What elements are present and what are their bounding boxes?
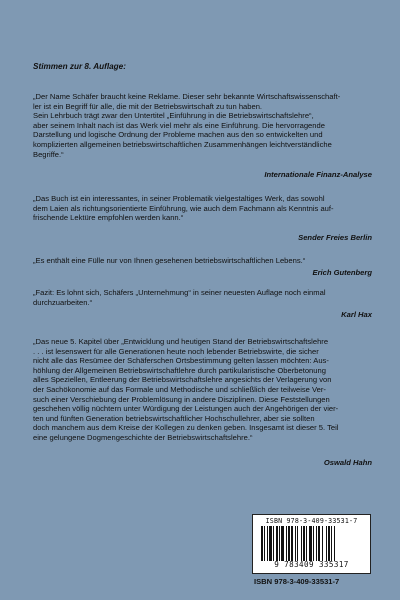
review-source-3: Erich Gutenberg [312, 268, 372, 277]
isbn-label: ISBN 978-3-409-33531-7 [254, 577, 340, 586]
review-source-4: Karl Hax [341, 310, 372, 319]
review-text-4: „Fazit: Es lohnt sich, Schäfers „Unternehmung“ in seiner neuesten Auflage noch einmal durchzuarbeiten.“ [33, 288, 326, 307]
review-text-3: „Es enthält eine Fülle nur von Ihnen gesehenen betriebswirtschaftlichen Lebens.“ [33, 256, 306, 265]
review-source-2: Sender Freies Berlin [298, 233, 372, 242]
review-text-1: „Der Name Schäfer braucht keine Reklame. Dieser sehr bekannte Wirtschaftswissenschaft- ler ist ein Begriff für alle, die mit der Betriebswirtschaft zu tun haben. Sein Lehrbuch trägt zwar den Untertitel „Einführung in die Betriebswirtschaftslehre“, aber seinem Inhalt nach ist das Werk viel mehr als eine Einführung. Die hervorragende Darstellung und logische Ordnung der Probleme machen aus den so entwickelten und komplizierten allgemeinen betriebswirtschaftlichen Zusammenhängen leichtverständliche Begriffe.“ [33, 92, 341, 159]
review-text-5: „Das neue 5. Kapitel über „Entwicklung und heutigen Stand der Betriebswirtschaftslehre . . . ist lesenswert für alle Generationen heute noch lebender Betriebswirte, die sicher nicht alle das Resümee der Schäferschen Ortsbestimmung gelten lassen möchten: Aus- höhlung der Allgemeinen Betriebswirtschaftlehre durch partikularistische Oberbetonung alles Speziellen, Entleerung der Betriebswirtschaftslehre angesichts der Verlagerung von der Sachökonomie auf das Formale und Methodische und schließlich der teilweise Ver- such einer Verschiebung der Problemlösung in andere Disziplinen. Diese Feststellungen geschehen völlig nüchtern unter Würdigung der Leistungen auch der Angehörigen der vier- ten und fünften Generation betriebswirtschaftlicher Hochschullehrer, aber sie sollten doch manchem aus dem Kreise der Kollegen zu denken geben. Insgesamt ist dieser 5. Teil eine gelungene Dogmengeschichte der Betriebswirtschaftslehre.“ [33, 337, 339, 442]
barcode-bars [261, 526, 365, 561]
heading: Stimmen zur 8. Auflage: [33, 62, 126, 71]
barcode-isbn-label: ISBN 978-3-409-33531-7 [265, 517, 358, 525]
barcode-digits: 9 783409 335317 [274, 560, 349, 569]
review-source-5: Oswald Hahn [323, 458, 372, 467]
review-source-1: Internationale Finanz-Analyse [264, 170, 372, 179]
review-text-2: „Das Buch ist ein interessantes, in seiner Problematik vielgestaltiges Werk, das sowohl dem Laien als richtungsorientierte Einführung, wie auch dem Fachmann als Kenntnis auf- frischende Lektüre empfohlen werden kann.“ [33, 194, 334, 223]
barcode [252, 514, 371, 574]
